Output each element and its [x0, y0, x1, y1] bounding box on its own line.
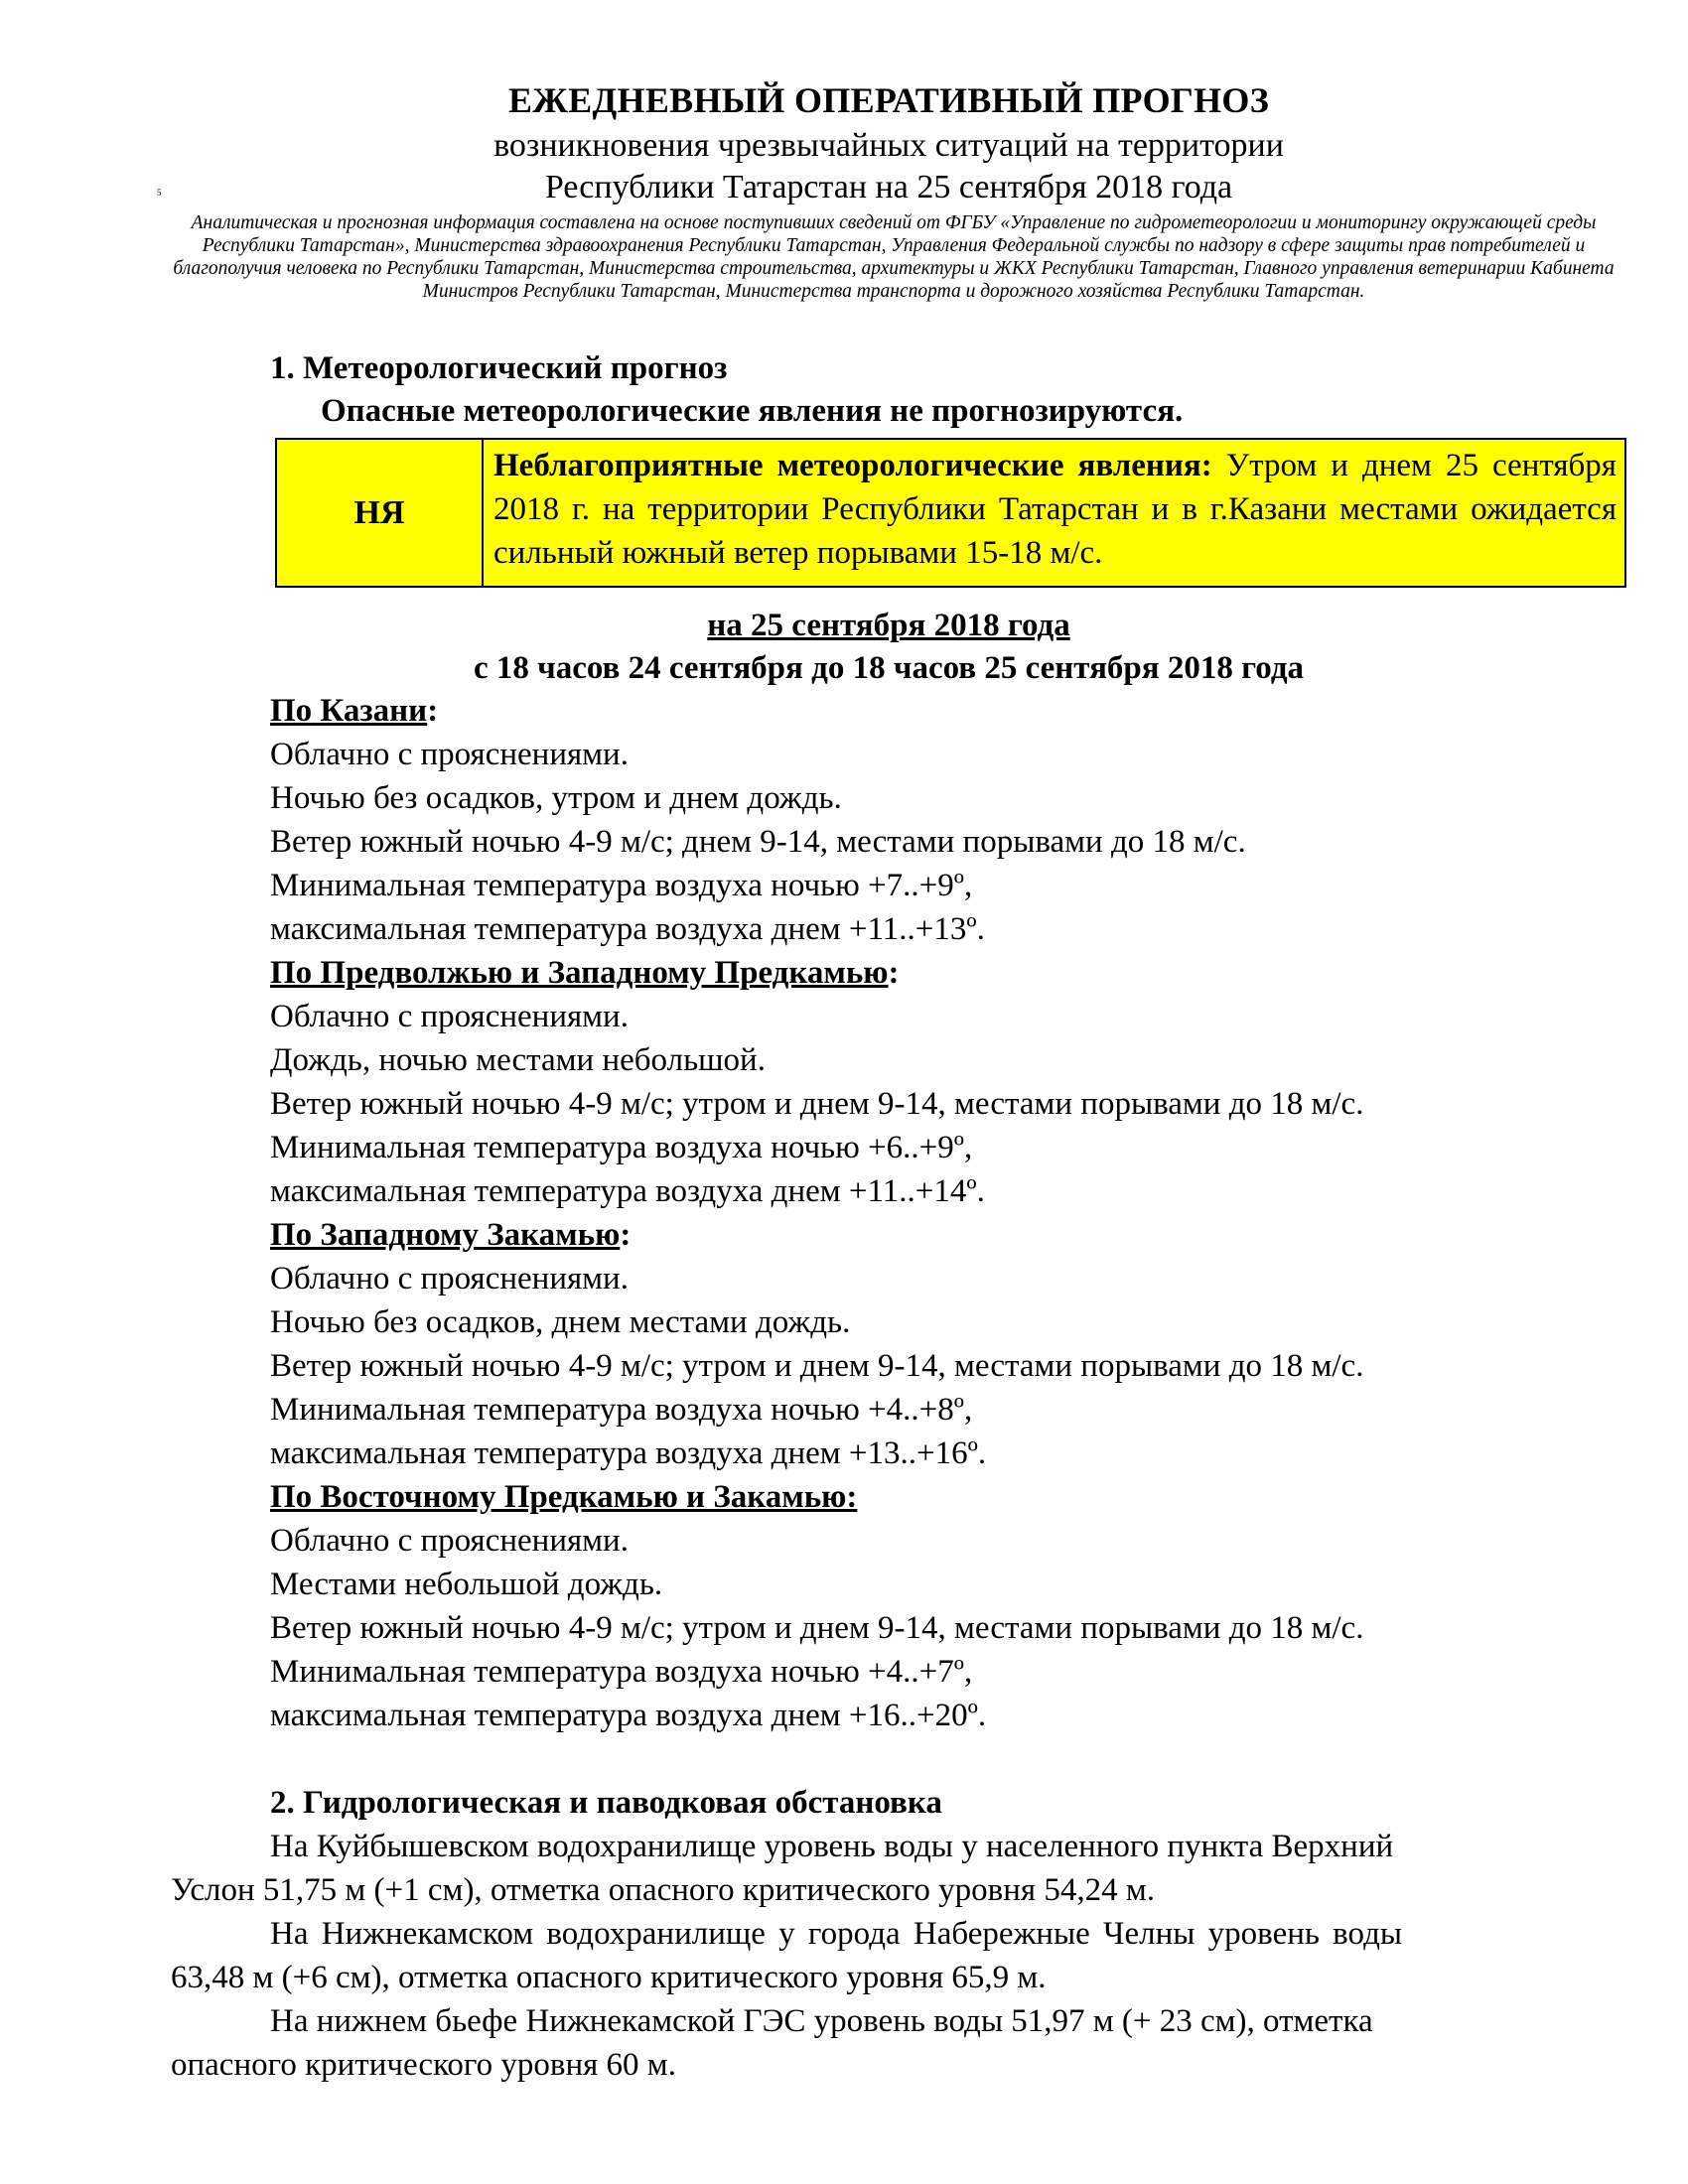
forecast-line: Облачно с прояснениями. — [270, 1261, 629, 1297]
document-subtitle-2: Республики Татарстан на 25 сентября 2018 года — [544, 169, 1233, 205]
hydro-paragraph-line: На Куйбышевском водохранилище уровень воды у населенного пункта Верхний — [270, 1829, 1394, 1864]
region-colon: : — [888, 955, 900, 991]
region-name: По Казани — [270, 693, 428, 729]
document-subtitle-1: возникновения чрезвычайных ситуаций на территории — [493, 127, 1284, 164]
region-heading-kazan — [270, 693, 438, 730]
forecast-line: Облачно с прояснениями. — [270, 737, 629, 772]
forecast-line: Ночью без осадков, утром и днем дождь. — [270, 780, 842, 816]
forecast-line: Дождь, ночью местами небольшой. — [270, 1042, 766, 1078]
region-name: По Восточному Предкамью и Закамью: — [270, 1479, 858, 1515]
forecast-line: максимальная температура воздуха днем +16..+20º. — [270, 1698, 987, 1733]
no-danger-statement: Опасные метеорологические явления не прогнозируются. — [321, 393, 1184, 429]
hydro-paragraph-line: Услон 51,75 м (+1 см), отметка опасного критического уровня 54,24 м. — [171, 1872, 1155, 1908]
forecast-date-text: на 25 сентября 2018 года — [707, 608, 1070, 643]
forecast-line: Ночью без осадков, днем местами дождь. — [270, 1304, 851, 1340]
forecast-line: Облачно с прояснениями. — [270, 1523, 629, 1559]
region-heading-east — [270, 1479, 857, 1516]
alert-description: Утром и днем 25 сентября 2018 г. на территории Республики Татарстан и в г.Казани местами ожидается сильный южный ветер порывами 15-18 м/с. — [493, 448, 1617, 571]
region-heading-predvolzhye — [270, 955, 900, 992]
region-colon: : — [620, 1217, 632, 1253]
hydro-paragraph-line: На Нижнекамском водохранилище у города Набережные Челны уровень воды — [270, 1916, 1403, 1952]
forecast-line: Местами небольшой дождь. — [270, 1567, 663, 1602]
forecast-line: Облачно с прояснениями. — [270, 999, 629, 1034]
forecast-line: Ветер южный ночью 4-9 м/с; утром и днем 9-14, местами порывами до 18 м/с. — [270, 1086, 1364, 1122]
forecast-line: максимальная температура воздуха днем +13..+16º. — [270, 1435, 987, 1471]
forecast-line: Минимальная температура воздуха ночью +4..+8º, — [270, 1392, 973, 1428]
hydro-paragraph-line: опасного критического уровня 60 м. — [171, 2047, 676, 2083]
section-1-heading: 1. Метеорологический прогноз — [270, 350, 728, 386]
forecast-line: Ветер южный ночью 4-9 м/с; утром и днем 9-14, местами порывами до 18 м/с. — [270, 1610, 1364, 1646]
forecast-line: максимальная температура воздуха днем +11..+13º. — [270, 911, 985, 947]
region-name: По Предволжью и Западному Предкамью — [270, 955, 889, 991]
region-colon: : — [427, 693, 439, 729]
weather-alert-box — [275, 438, 1626, 588]
alert-label: Неблагоприятные метеорологические явления: — [493, 448, 1212, 483]
alert-code: НЯ — [277, 440, 484, 586]
page-marker: 5 — [157, 188, 162, 198]
region-name: По Западному Закамью — [270, 1217, 621, 1253]
hydro-paragraph-line: На нижнем бьефе Нижнекамской ГЭС уровень воды 51,97 м (+ 23 см), отметка — [270, 2003, 1373, 2039]
forecast-line: Минимальная температура воздуха ночью +6..+9º, — [270, 1130, 973, 1165]
hydro-paragraph-line: 63,48 м (+6 см), отметка опасного критического уровня 65,9 м. — [171, 1960, 1047, 1995]
forecast-line: Минимальная температура воздуха ночью +7..+9º, — [270, 868, 973, 903]
forecast-line: Минимальная температура воздуха ночью +4..+7º, — [270, 1654, 973, 1690]
document-title: ЕЖЕДНЕВНЫЙ ОПЕРАТИВНЫЙ ПРОГНОЗ — [507, 80, 1270, 120]
section-2-heading: 2. Гидрологическая и паводковая обстановка — [270, 1785, 942, 1821]
alert-text — [484, 440, 1624, 586]
region-heading-west-zakamye — [270, 1217, 631, 1254]
forecast-period: с 18 часов 24 сентября до 18 часов 25 сентября 2018 года — [473, 650, 1305, 686]
forecast-date — [0, 608, 1688, 644]
forecast-line: Ветер южный ночью 4-9 м/с; днем 9-14, местами порывами до 18 м/с. — [270, 824, 1246, 860]
forecast-line: Ветер южный ночью 4-9 м/с; утром и днем 9-14, местами порывами до 18 м/с. — [270, 1348, 1364, 1384]
forecast-line: максимальная температура воздуха днем +11..+14º. — [270, 1173, 985, 1209]
source-info-note: Аналитическая и прогнозная информация составлена на основе поступивших сведений от ФГБУ «Управление по гидрометеорологии и мониторингу окружающей среды Республики Татарстан», Министерства здравоохранения Республики Татарстан, Управления Федеральной службы по надзору в сфере защиты прав потребителей и благополучия человека по Республики Татарстан, Министерства строительства, архитектуры и ЖКХ Республики Татарстан, Главного управления ветеринарии Кабинета Министров Республики Татарстан, Министерства транспорта и дорожного хозяйства Республики Татарстан. — [173, 212, 1615, 302]
